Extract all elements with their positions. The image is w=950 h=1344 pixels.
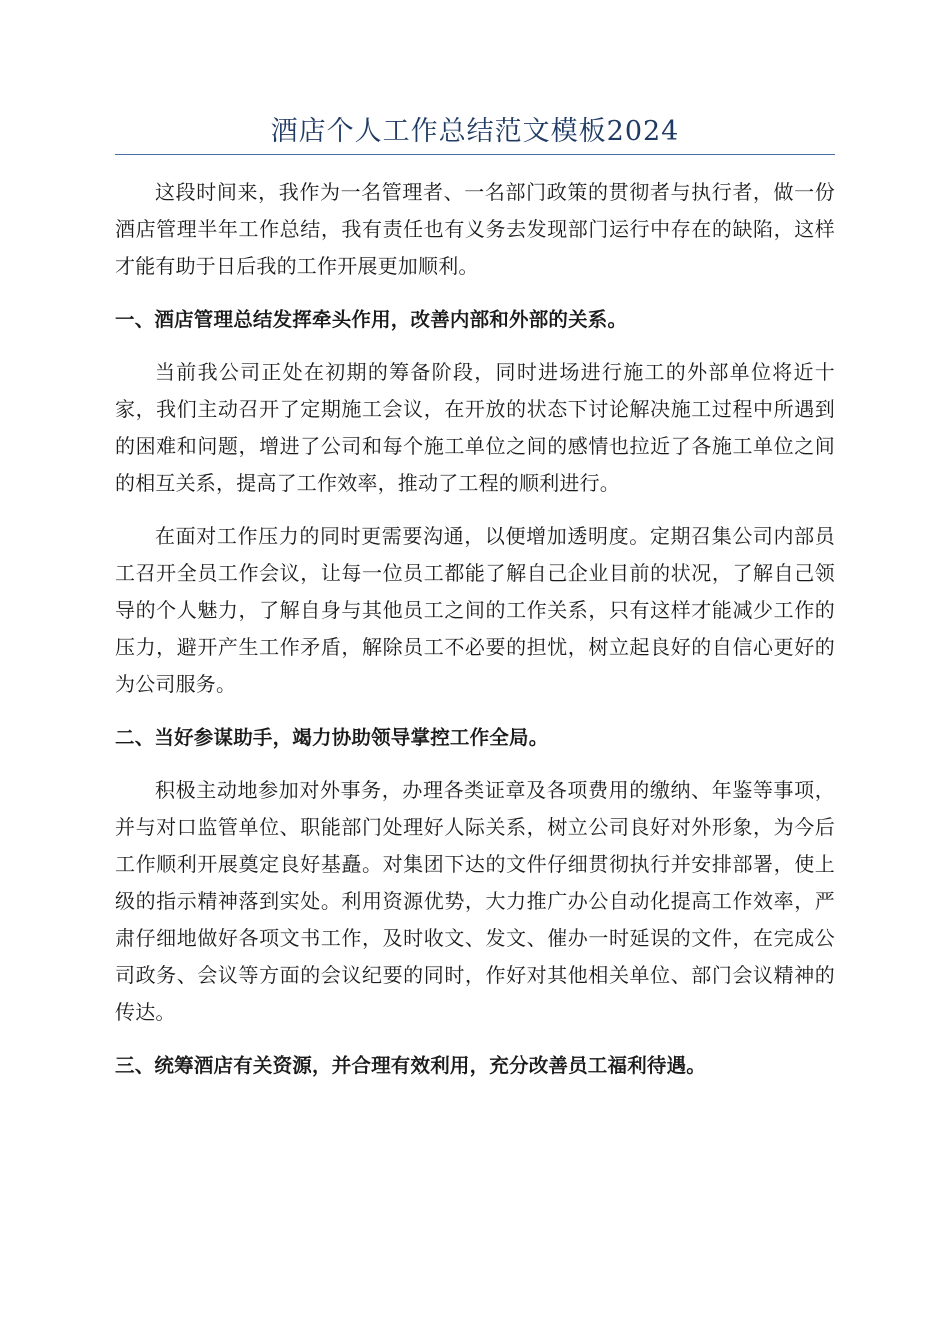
section-1-paragraph-2: 在面对工作压力的同时更需要沟通，以便增加透明度。定期召集公司内部员工召开全员工作会议，让每一位员工都能了解自己企业目前的状况，了解自己领导的个人魅力，了解自身与其他员工之间的工作关系，只有这样才能减少工作的压力，避开产生工作矛盾，解除员工不必要的担忧，树立起良好的自信心更好的为公司服务。 bbox=[115, 524, 835, 696]
section-1-paragraph-1: 当前我公司正处在初期的筹备阶段，同时进场进行施工的外部单位将近十家，我们主动召开了定期施工会议，在开放的状态下讨论解决施工过程中所遇到的困难和问题，增进了公司和每个施工单位之间的感情也拉近了各施工单位之间的相互关系，提高了工作效率，推动了工程的顺利进行。 bbox=[115, 360, 835, 495]
section-2-paragraph-1: 积极主动地参加对外事务，办理各类证章及各项费用的缴纳、年鉴等事项，并与对口监管单位、职能部门处理好人际关系，树立公司良好对外形象，为今后工作顺利开展奠定良好基矗。对集团下达的文件仔细贯彻执行并安排部署，使上级的指示精神落到实处。利用资源优势，大力推广办公自动化提高工作效率，严肃仔细地做好各项文书工作，及时收文、发文、催办一时延误的文件，在完成公司政务、会议等方面的会议纪要的同时，作好对其他相关单位、部门会议精神的传达。 bbox=[115, 778, 835, 1024]
intro-paragraph: 这段时间来，我作为一名管理者、一名部门政策的贯彻者与执行者，做一份酒店管理半年工作总结，我有责任也有义务去发现部门运行中存在的缺陷，这样才能有助于日后我的工作开展更加顺利。 bbox=[115, 180, 835, 278]
title-underline bbox=[115, 154, 835, 155]
document-body bbox=[115, 174, 835, 1100]
section-3-heading: 三、统筹酒店有关资源，并合理有效利用，充分改善员工福利待遇。 bbox=[115, 1054, 707, 1077]
section-2-heading: 二、当好参谋助手，竭力协助领导掌控工作全局。 bbox=[115, 726, 549, 749]
document-title: 酒店个人工作总结范文模板2024 bbox=[270, 116, 680, 147]
section-1-heading: 一、酒店管理总结发挥牵头作用，改善内部和外部的关系。 bbox=[115, 308, 628, 331]
